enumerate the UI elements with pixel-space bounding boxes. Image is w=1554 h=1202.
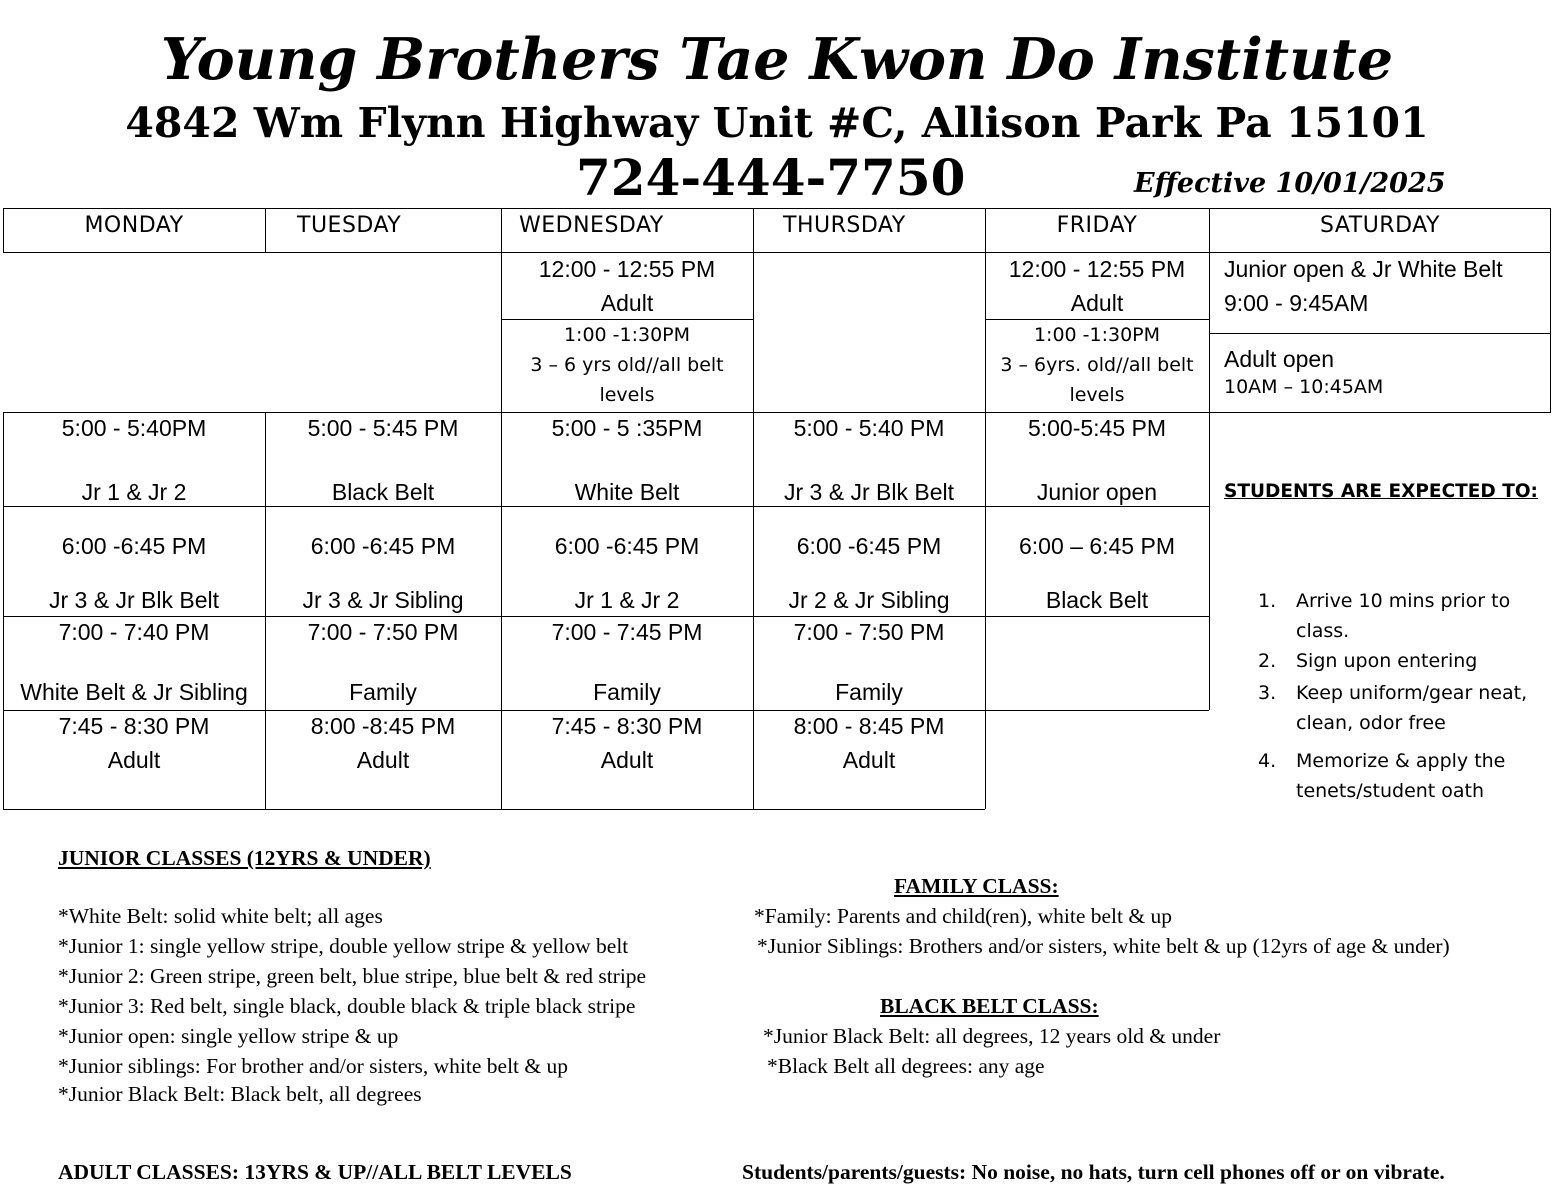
class-name: Adult [600, 290, 654, 316]
class-name: White Belt [574, 479, 680, 505]
expectation-number: 1. [1258, 590, 1277, 612]
class-cell [501, 709, 753, 777]
black-belt-class-line: *Junior Black Belt: all degrees, 12 years old & under [763, 1024, 1221, 1048]
class-time: 5:00 - 5:45 PM [307, 415, 459, 441]
effective-date: Effective 10/01/2025 [1134, 168, 1446, 199]
grid-line [3, 208, 1551, 209]
class-cell [985, 529, 1209, 617]
class-time: 7:45 - 8:30 PM [58, 713, 210, 739]
class-cell [501, 529, 753, 617]
class-time: 7:00 - 7:45 PM [551, 619, 703, 645]
school-address: 4842 Wm Flynn Highway Unit #C, Allison Park Pa 15101 [125, 99, 1429, 147]
class-name: Junior open [1036, 479, 1158, 505]
class-name: Jr 3 & Jr Blk Belt [784, 479, 954, 505]
class-time: 1:00 -1:30PM [1033, 324, 1161, 346]
class-name: Family [593, 679, 661, 705]
class-cell [501, 252, 753, 320]
class-name: Jr 1 & Jr 2 [81, 479, 187, 505]
class-name: Adult [107, 747, 161, 773]
expectation-text: Memorize & apply the [1296, 750, 1506, 772]
class-cell [265, 529, 501, 617]
class-name: 3 – 6 yrs old//all belt [530, 354, 724, 376]
class-name: Adult [356, 747, 410, 773]
expectation-text: Keep uniform/gear neat, [1296, 682, 1528, 704]
class-time: 7:00 - 7:50 PM [307, 619, 459, 645]
black-belt-class-title: BLACK BELT CLASS: [880, 994, 1099, 1018]
class-name: Black Belt [1045, 587, 1149, 613]
day-header-thursday: THURSDAY [783, 213, 906, 238]
adult-classes-note: ADULT CLASSES: 13YRS & UP//ALL BELT LEVELS [58, 1160, 572, 1184]
class-time: 6:00 -6:45 PM [61, 533, 207, 559]
grid-line [3, 809, 985, 810]
class-cell [985, 320, 1209, 410]
family-class-line: *Family: Parents and child(ren), white belt & up [754, 904, 1172, 928]
class-name: levels [599, 384, 655, 406]
class-cell [753, 615, 985, 709]
junior-class-line: *Junior Black Belt: Black belt, all degrees [58, 1082, 422, 1106]
class-time: 5:00 - 5:40 PM [793, 415, 945, 441]
class-cell [3, 529, 265, 617]
class-time: 5:00 - 5 :35PM [551, 415, 703, 441]
class-cell [501, 320, 753, 410]
class-name: Family [349, 679, 417, 705]
expectation-number: 4. [1258, 750, 1277, 772]
expectation-text: Arrive 10 mins prior to [1296, 590, 1511, 612]
class-name: Family [835, 679, 903, 705]
conduct-notice: Students/parents/guests: No noise, no hats, turn cell phones off or on vibrate. [742, 1160, 1445, 1184]
class-time: 1:00 -1:30PM [563, 324, 691, 346]
class-time: 6:00 -6:45 PM [796, 533, 942, 559]
junior-class-line: *Junior open: single yellow stripe & up [58, 1024, 399, 1048]
expectation-text: tenets/student oath [1296, 780, 1485, 802]
junior-class-line: *Junior 3: Red belt, single black, double black & triple black stripe [58, 994, 636, 1018]
family-class-title: FAMILY CLASS: [894, 874, 1059, 898]
junior-class-line: *Junior 2: Green stripe, green belt, blue stripe, blue belt & red stripe [58, 964, 647, 988]
junior-class-line: *Junior siblings: For brother and/or sisters, white belt & up [58, 1054, 568, 1078]
class-time: 10AM – 10:45AM [1224, 376, 1384, 398]
day-header-friday: FRIDAY [1056, 213, 1138, 238]
black-belt-class-line: *Black Belt all degrees: any age [767, 1054, 1045, 1078]
expectation-number: 2. [1258, 650, 1277, 672]
class-name: Black Belt [331, 479, 435, 505]
family-class-line: *Junior Siblings: Brothers and/or sisters, white belt & up (12yrs of age & under) [757, 934, 1450, 958]
class-time: 8:00 -8:45 PM [310, 713, 456, 739]
class-cell [3, 615, 265, 709]
class-time: 12:00 - 12:55 PM [1008, 256, 1186, 282]
junior-class-line: *Junior 1: single yellow stripe, double yellow stripe & yellow belt [58, 934, 629, 958]
class-time: 6:00 -6:45 PM [554, 533, 700, 559]
expectation-text: Sign upon entering [1296, 650, 1478, 672]
day-header-saturday: SATURDAY [1320, 213, 1440, 238]
class-name: Adult [600, 747, 654, 773]
class-name: Jr 2 & Jr Sibling [788, 587, 950, 613]
expectation-number: 3. [1258, 682, 1277, 704]
junior-class-line: *White Belt: solid white belt; all ages [58, 904, 383, 928]
class-name: 3 – 6yrs. old//all belt [1000, 354, 1194, 376]
school-phone: 724-444-7750 [576, 148, 966, 207]
class-time: 5:00 - 5:40PM [61, 415, 207, 441]
class-cell [265, 411, 501, 509]
day-header-monday: MONDAY [84, 213, 184, 238]
expectation-text: class. [1296, 620, 1350, 642]
class-cell [265, 709, 501, 777]
class-cell [3, 411, 265, 509]
class-time: 7:00 - 7:40 PM [58, 619, 210, 645]
class-name: Adult [842, 747, 896, 773]
class-time: 7:45 - 8:30 PM [551, 713, 703, 739]
class-name: Adult open [1224, 346, 1334, 372]
class-time: 12:00 - 12:55 PM [538, 256, 716, 282]
class-name: Jr 3 & Jr Blk Belt [49, 587, 219, 613]
grid-line [1209, 333, 1551, 334]
class-cell [753, 529, 985, 617]
class-cell [501, 615, 753, 709]
class-time: 5:00-5:45 PM [1027, 415, 1167, 441]
class-name: Junior open & Jr White Belt [1224, 256, 1503, 282]
class-cell [3, 709, 265, 777]
expectations-title: STUDENTS ARE EXPECTED TO: [1224, 481, 1538, 502]
junior-classes-title: JUNIOR CLASSES (12YRS & UNDER) [58, 846, 431, 870]
class-time: 6:00 -6:45 PM [310, 533, 456, 559]
class-name: Jr 3 & Jr Sibling [302, 587, 464, 613]
day-header-wednesday: WEDNESDAY [519, 213, 664, 238]
school-title: Young Brothers Tae Kwon Do Institute [160, 26, 1394, 93]
class-time: 9:00 - 9:45AM [1224, 290, 1369, 316]
class-name: Jr 1 & Jr 2 [574, 587, 680, 613]
day-header-tuesday: TUESDAY [297, 213, 402, 238]
class-name: levels [1069, 384, 1125, 406]
class-cell [985, 252, 1209, 320]
class-cell [265, 615, 501, 709]
class-time: 8:00 - 8:45 PM [793, 713, 945, 739]
class-cell [753, 709, 985, 777]
class-cell [501, 411, 753, 509]
class-name: White Belt & Jr Sibling [20, 679, 248, 705]
grid-line [1209, 208, 1210, 710]
expectation-text: clean, odor free [1296, 712, 1446, 734]
class-time: 6:00 – 6:45 PM [1019, 533, 1175, 559]
class-name: Adult [1070, 290, 1124, 316]
class-cell [753, 411, 985, 509]
class-cell [985, 411, 1209, 509]
class-time: 7:00 - 7:50 PM [793, 619, 945, 645]
